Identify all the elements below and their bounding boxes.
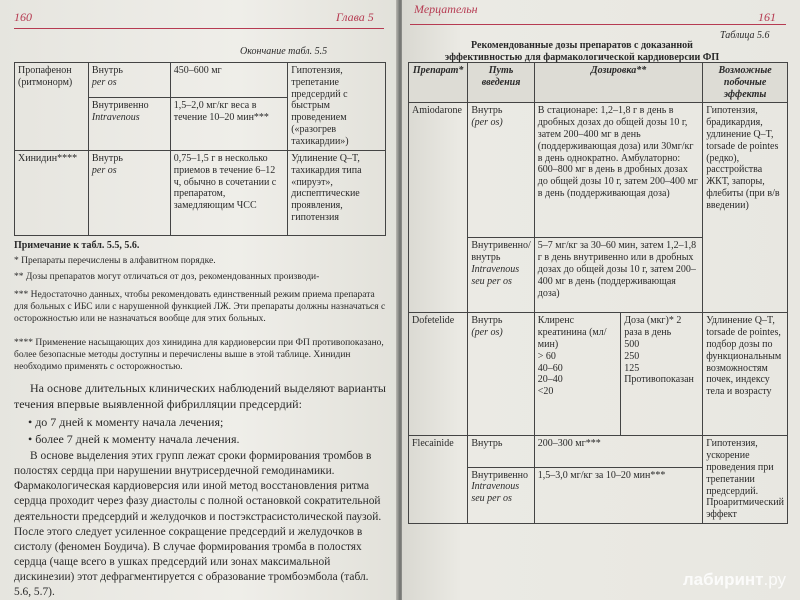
- note-1: * Препараты перечислены в алфавитном порядке.: [14, 256, 216, 266]
- route-cell: Внутрь (per os): [468, 103, 534, 238]
- note-3: *** Недостаточно данных, чтобы рекомендовать единственный режим приема препарата для больных с ИБС или с нарушенной функцией ЛЖ. Эти препараты должны назначаться с осторожностью или не назначаться вообще для этих больных.: [14, 290, 386, 324]
- left-header-rule: [14, 28, 384, 29]
- creatinine-clearance-cell: Клиренс креатинина (мл/мин) > 60 40–60 20–40 <20: [534, 313, 620, 436]
- dose-cell: 200–300 мг***: [534, 436, 702, 467]
- route-cell: Внутривенно Intravenous seu per os: [468, 467, 534, 523]
- effects-cell: Гипотензия, брадикардия, удлинение Q–T, torsade de pointes (редко), расстройства ЖКТ, запоры, флебиты (при в/в введении): [703, 103, 788, 313]
- bullet-2: • более 7 дней к моменту начала лечения.: [28, 432, 240, 446]
- drug-cell: Пропафенон (ритмонорм): [15, 63, 89, 151]
- route-cell: Внутрь per os: [88, 151, 170, 236]
- table-row: [15, 151, 386, 236]
- route-cell: Внутривенно/ внутрь Intravenous seu per os: [468, 238, 534, 313]
- table-header-row: [409, 63, 788, 103]
- dose-cell: 5–7 мг/кг за 30–60 мин, затем 1,2–1,8 г в день внутривенно или в дробных дозах до общей дозы 10 г, затем 200–400 мг в день (поддерживающая доза): [534, 238, 702, 313]
- dose-cell: 1,5–2,0 мг/кг веса в течение 10–20 мин***: [170, 98, 287, 151]
- table-5-6: [408, 62, 788, 524]
- right-page: [402, 0, 800, 600]
- table-row: [409, 103, 788, 238]
- drug-cell: Amiodarone: [409, 103, 468, 313]
- header-drug: Препарат*: [409, 63, 468, 103]
- dose-cell: 1,5–3,0 мг/кг за 10–20 мин***: [534, 467, 702, 523]
- bullet-1: • до 7 дней к моменту начала лечения;: [28, 415, 224, 429]
- table-row: [15, 63, 386, 98]
- right-chapter-header: Мерцательн: [414, 2, 478, 16]
- header-effects: Возможные побочные эффекты: [703, 63, 788, 103]
- table-row: [409, 313, 788, 436]
- drug-cell: Flecainide: [409, 436, 468, 524]
- route-cell: Внутривенно Intravenous: [88, 98, 170, 151]
- table-label: Таблица 5.6: [720, 30, 770, 41]
- note-2: ** Дозы препаратов могут отличаться от доз, рекомендованных производи-: [14, 272, 320, 282]
- route-cell: Внутрь: [468, 436, 534, 467]
- effects-cell: Удлинение Q–T, torsade de pointes, подбор дозы по функциональным возможностям почек, индексу тела и возрасту: [703, 313, 788, 436]
- dose-cell: В стационаре: 1,2–1,8 г в день в дробных дозах до общей дозы 10 г, затем 200–400 мг в день (поддерживающая доза) или 30мг/кг в день однократно. Амбулаторно: 600–800 мг в день в дробных дозах до общей дозы 10 г, затем 200–400 мг в день (поддерживающая доза): [534, 103, 702, 238]
- header-dosage: Дозировка**: [534, 63, 702, 103]
- dofetilide-dose-cell: Доза (мкг)* 2 раза в день 500 250 125 Противопоказан: [621, 313, 703, 436]
- paragraph-thrombus: В основе выделения этих групп лежат сроки формирования тромбов в полостях сердца при нарушении внутрисердечной гемодинамики. Фармакологическая кардиоверсия или иной метод восстановления ритма сердца проходит через фазу диастолы с полной остановкой сократительной деятельности предсердий и желудочков и постэкстрасистолической паузой. После этого следует усиленное сокращение предсердий и желудочков в систолу (феномен Боудича). В случае формирования тромба в полостях сердца (чаще всего в ушках предсердий или зонах максимальной дискинезии) этот дефрагментируется с образование тромбоэмбола (табл. 5.6, 5.7).: [14, 450, 382, 599]
- right-header-rule: [410, 24, 786, 25]
- left-page: [0, 0, 398, 600]
- drug-cell: Хинидин****: [15, 151, 89, 236]
- route-cell: Внутрь (per os): [468, 313, 534, 436]
- effects-cell: Удлинение Q–T, тахикардия типа «пируэт», диспептические проявления, гипотензия: [288, 151, 386, 236]
- note-title: Примечание к табл. 5.5, 5.6.: [14, 240, 140, 251]
- watermark-logo: лабиринт.ру: [682, 570, 786, 589]
- table-5-5-continued: [14, 62, 386, 236]
- right-page-number: 161: [758, 10, 776, 24]
- table-continuation: Окончание табл. 5.5: [240, 46, 328, 57]
- note-4: **** Применение насыщающих доз хинидина для кардиоверсии при ФП противопоказано, более безопасные методы доступны и перечислены выше в этой таблице. Хинидин необходимо применять с осторожностью.: [14, 338, 384, 372]
- left-chapter-header: Глава 5: [336, 10, 374, 24]
- table-row: [409, 436, 788, 467]
- effects-cell: Гипотензия, ускорение проведения при трепетании предсердий. Проаритмический эффект: [703, 436, 788, 524]
- dose-cell: 450–600 мг: [170, 63, 287, 98]
- table-title: Рекомендованные дозы препаратов с доказанной эффективностью для фармакологической кардиоверсии ФП: [444, 40, 720, 63]
- paragraph-variants: На основе длительных клинических наблюдений выделяют варианты течения впервые выявленной фибрилляции предсердий:: [14, 381, 386, 412]
- drug-cell: Dofetelide: [409, 313, 468, 436]
- header-route: Путь введения: [468, 63, 534, 103]
- left-page-number: 160: [14, 10, 32, 24]
- effects-cell: Гипотензия, трепетание предсердий с быстрым проведением («разогрев тахикардии»): [288, 63, 386, 151]
- route-cell: Внутрь per os: [88, 63, 170, 98]
- dose-cell: 0,75–1,5 г в несколько приемов в течение 6–12 ч, обычно в сочетании с препаратом, замедляющим ЧСС: [170, 151, 287, 236]
